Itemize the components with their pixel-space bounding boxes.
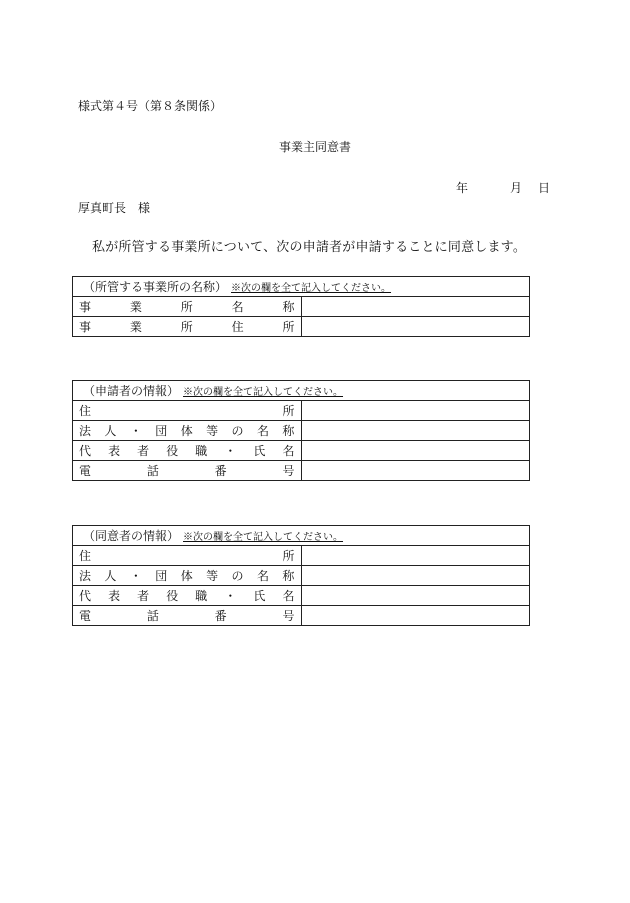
office-name-field[interactable] bbox=[301, 297, 530, 317]
label-char: ・ bbox=[129, 424, 142, 438]
consenter-phone-field[interactable] bbox=[301, 606, 530, 626]
label-char: 職 bbox=[195, 589, 208, 603]
consenter-table-header bbox=[73, 526, 530, 546]
label-char: 氏 bbox=[253, 589, 266, 603]
label-char: ・ bbox=[129, 569, 142, 583]
label-char: 住 bbox=[79, 404, 92, 418]
office-table-header bbox=[73, 277, 530, 297]
label-char: 氏 bbox=[253, 444, 266, 458]
label-char: 番 bbox=[214, 609, 227, 623]
office-fill-note: ※次の欄を全て記入してください。 bbox=[231, 283, 392, 294]
label-char: 人 bbox=[104, 424, 117, 438]
label-char: 電 bbox=[79, 609, 92, 623]
label-chars bbox=[79, 547, 295, 564]
label-char: 法 bbox=[79, 569, 92, 583]
form-number: 様式第４号（第８条関係） bbox=[78, 99, 223, 113]
consenter-representative-field[interactable] bbox=[301, 586, 530, 606]
label-char: 名 bbox=[231, 300, 244, 314]
label-char: ・ bbox=[224, 589, 237, 603]
label-char: 表 bbox=[108, 589, 121, 603]
label-char: 人 bbox=[104, 569, 117, 583]
date-day-label: 日 bbox=[538, 181, 551, 195]
office-address-field[interactable] bbox=[301, 317, 530, 337]
label-char: 役 bbox=[166, 444, 179, 458]
label-char: 名 bbox=[282, 444, 295, 458]
consenter-address-label bbox=[73, 546, 302, 566]
label-char: 者 bbox=[137, 589, 150, 603]
label-char: 話 bbox=[146, 464, 159, 478]
applicant-phone-label bbox=[73, 461, 302, 481]
consenter-org-name-field[interactable] bbox=[301, 566, 530, 586]
label-char: 名 bbox=[256, 569, 269, 583]
consenter-address-field[interactable] bbox=[301, 546, 530, 566]
applicant-phone-field[interactable] bbox=[301, 461, 530, 481]
label-chars bbox=[79, 402, 295, 419]
applicant-address-label bbox=[73, 401, 302, 421]
label-char: 代 bbox=[79, 589, 92, 603]
applicant-org-name-label bbox=[73, 421, 302, 441]
label-char: 号 bbox=[282, 609, 295, 623]
label-chars bbox=[79, 298, 295, 315]
label-chars bbox=[79, 318, 295, 335]
applicant-fill-note: ※次の欄を全て記入してください。 bbox=[183, 387, 344, 398]
consenter-fill-note: ※次の欄を全て記入してください。 bbox=[183, 532, 344, 543]
office-name-label bbox=[73, 297, 302, 317]
label-char: 住 bbox=[231, 320, 244, 334]
applicant-representative-field[interactable] bbox=[301, 441, 530, 461]
label-chars bbox=[79, 587, 295, 604]
applicant-table bbox=[72, 380, 530, 481]
label-chars bbox=[79, 422, 295, 439]
label-char: ・ bbox=[224, 444, 237, 458]
label-chars bbox=[79, 567, 295, 584]
addressee: 厚真町長 様 bbox=[78, 201, 151, 215]
office-address-label bbox=[73, 317, 302, 337]
label-char: 所 bbox=[180, 320, 193, 334]
label-char: 代 bbox=[79, 444, 92, 458]
label-chars bbox=[79, 607, 295, 624]
label-char: 号 bbox=[282, 464, 295, 478]
label-char: 体 bbox=[180, 569, 193, 583]
consent-statement: 私が所管する事業所について、次の申請者が申請することに同意します。 bbox=[92, 240, 527, 255]
label-char: 団 bbox=[155, 424, 168, 438]
label-char: 称 bbox=[282, 300, 295, 314]
label-char: 事 bbox=[79, 300, 92, 314]
consenter-org-name-label bbox=[73, 566, 302, 586]
label-char: 体 bbox=[180, 424, 193, 438]
applicant-representative-label bbox=[73, 441, 302, 461]
label-char: の bbox=[231, 569, 244, 583]
label-char: 電 bbox=[79, 464, 92, 478]
label-char: 等 bbox=[206, 424, 219, 438]
applicant-section-title: （申請者の情報） bbox=[83, 384, 180, 398]
label-char: 名 bbox=[282, 589, 295, 603]
label-char: 住 bbox=[79, 549, 92, 563]
label-char: 所 bbox=[282, 320, 295, 334]
label-char: 話 bbox=[146, 609, 159, 623]
office-section-title: （所管する事業所の名称） bbox=[83, 280, 228, 294]
label-chars bbox=[79, 442, 295, 459]
date-year-label: 年 bbox=[456, 181, 469, 195]
label-char: 業 bbox=[129, 320, 142, 334]
label-char: の bbox=[231, 424, 244, 438]
label-char: 称 bbox=[282, 424, 295, 438]
label-char: 所 bbox=[180, 300, 193, 314]
label-char: 団 bbox=[155, 569, 168, 583]
label-char: 業 bbox=[129, 300, 142, 314]
consenter-table bbox=[72, 525, 530, 626]
consenter-representative-label bbox=[73, 586, 302, 606]
label-char: 称 bbox=[282, 569, 295, 583]
applicant-org-name-field[interactable] bbox=[301, 421, 530, 441]
date-month-label: 月 bbox=[510, 181, 523, 195]
office-table bbox=[72, 276, 530, 337]
consenter-phone-label bbox=[73, 606, 302, 626]
label-char: 表 bbox=[108, 444, 121, 458]
label-char: 名 bbox=[256, 424, 269, 438]
label-char: 役 bbox=[166, 589, 179, 603]
document-title: 事業主同意書 bbox=[278, 140, 351, 154]
label-char: 所 bbox=[282, 549, 295, 563]
consenter-section-title: （同意者の情報） bbox=[83, 529, 180, 543]
applicant-address-field[interactable] bbox=[301, 401, 530, 421]
label-chars bbox=[79, 462, 295, 479]
label-char: 法 bbox=[79, 424, 92, 438]
label-char: 等 bbox=[206, 569, 219, 583]
applicant-table-header bbox=[73, 381, 530, 401]
label-char: 所 bbox=[282, 404, 295, 418]
label-char: 事 bbox=[79, 320, 92, 334]
label-char: 職 bbox=[195, 444, 208, 458]
label-char: 番 bbox=[214, 464, 227, 478]
label-char: 者 bbox=[137, 444, 150, 458]
